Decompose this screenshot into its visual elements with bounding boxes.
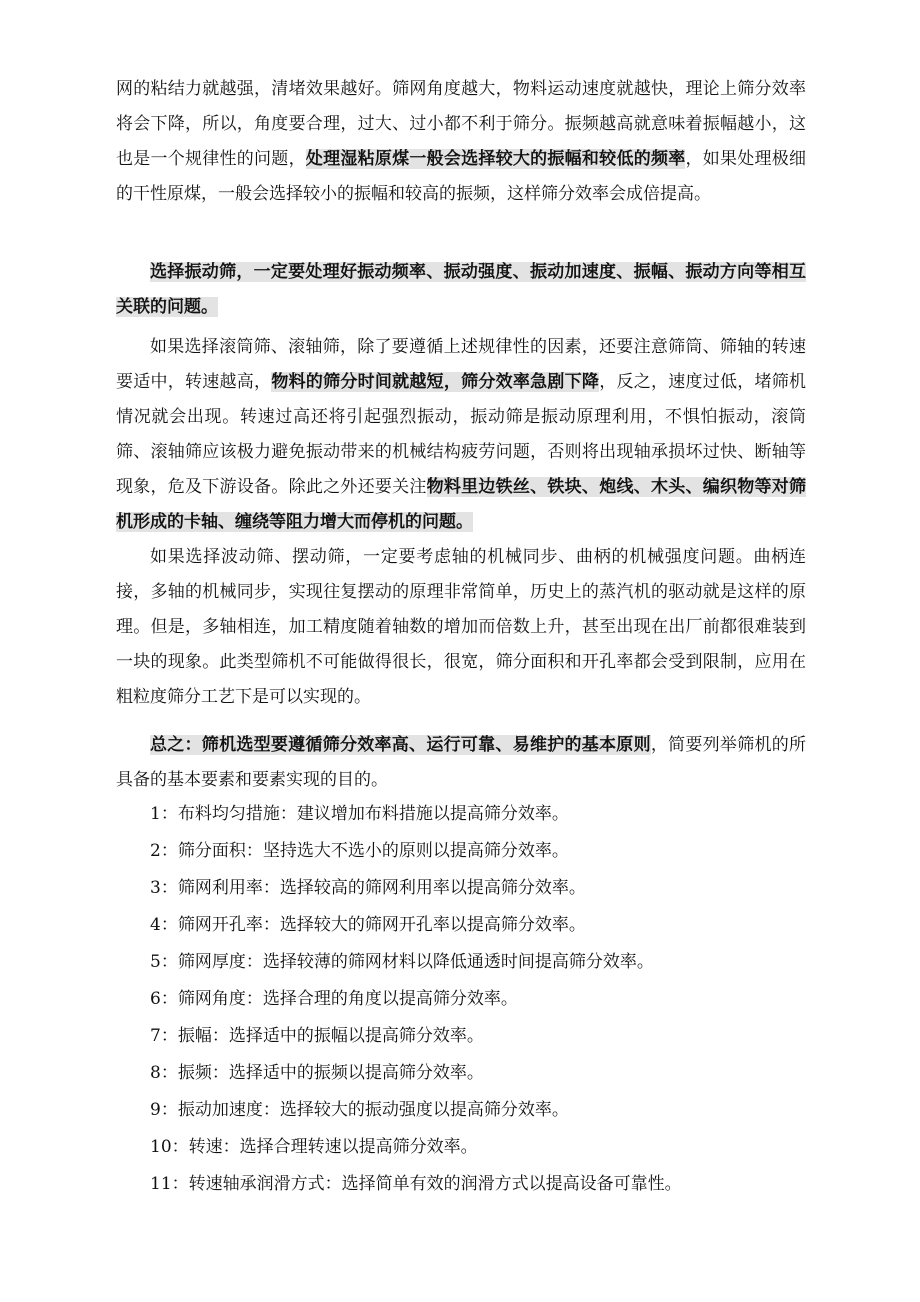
list-item: 1：布料均匀措施：建议增加布料措施以提高筛分效率。: [150, 804, 569, 824]
paragraph-vibrating-screen: [116, 255, 806, 325]
list-item: 2：筛分面积：坚持选大不选小的原则以提高筛分效率。: [150, 841, 569, 861]
list-item: 10：转速：选择合理转速以提高筛分效率。: [150, 1137, 478, 1157]
paragraph-text: ，如果处理极细的干性原煤，一般会选择较小的振幅和较高的振频，这样筛分效率会成倍提高。: [116, 149, 807, 204]
paragraph-text: ，反之，速度过低，堵筛机情况就会出现。转速过高还将引起强烈振动，振动筛是振动原理利用，不惧怕振动，滚筒筛、滚轴筛应该极力避免振动带来的机械结构疲劳问题，否则将出现轴承损坏过快、断轴等现象，危及下游设备。除此之外还要关注: [116, 372, 807, 497]
paragraph-screen-angle: [116, 72, 806, 212]
paragraph-drum-screen: [116, 330, 806, 540]
paragraph-summary: [116, 728, 806, 798]
list-item: 3：筛网利用率：选择较高的筛网利用率以提高筛分效率。: [150, 878, 586, 898]
paragraph-text: ，简要列举筛机的所具备的基本要素和要素实现的目的。: [116, 735, 807, 790]
paragraph-text: 网的粘结力就越强，清堵效果越好。筛网角度越大，物料运动速度就越快，理论上筛分效率将会下降，所以，角度要合理，过大、过小都不利于筛分。振频越高就意味着振幅越小，这也是一个规律性的问题，: [116, 79, 806, 169]
highlighted-text: 选择振动筛，一定要处理好振动频率、振动强度、振动加速度、振幅、振动方向等相互关联的问题。: [116, 262, 806, 317]
paragraph-text: 如果选择波动筛、摆动筛，一定要考虑轴的机械同步、曲柄的机械强度问题。曲柄连接，多轴的机械同步，实现往复摆动的原理非常简单，历史上的蒸汽机的驱动就是这样的原理。但是，多轴相连，加工精度随着轴数的增加而倍数上升，甚至出现在出厂前都很难装到一块的现象。此类型筛机不可能做得很长，很宽，筛分面积和开孔率都会受到限制，应用在粗粒度筛分工艺下是可以实现的。: [116, 547, 806, 707]
highlighted-text: 处理湿粘原煤一般会选择较大的振幅和较低的频率: [305, 149, 686, 169]
highlighted-text: 物料里边铁丝、铁块、炮线、木头、编织物等对筛机形成的卡轴、缠绕等阻力增大而停机的问题。: [116, 477, 807, 532]
highlighted-text: 物料的筛分时间就越短，筛分效率急剧下降: [271, 372, 600, 392]
paragraph-text: 如果选择滚筒筛、滚轴筛，除了要遵循上述规律性的因素，还要注意筛筒、筛轴的转速要适中，转速越高，: [116, 337, 806, 392]
list-item: 6：筛网角度：选择合理的角度以提高筛分效率。: [150, 989, 518, 1009]
list-item: 7：振幅：选择适中的振幅以提高筛分效率。: [150, 1026, 484, 1046]
list-item: 9：振动加速度：选择较大的振动强度以提高筛分效率。: [150, 1100, 569, 1120]
list-item: 5：筛网厚度：选择较薄的筛网材料以降低通透时间提高筛分效率。: [150, 952, 654, 972]
highlighted-text: 总之：筛机选型要遵循筛分效率高、运行可靠、易维护的基本原则: [150, 735, 651, 755]
paragraph-wave-screen: [116, 540, 806, 715]
list-item: 11：转速轴承润滑方式：选择简单有效的润滑方式以提高设备可靠性。: [150, 1174, 682, 1194]
list-item: 8：振频：选择适中的振频以提高筛分效率。: [150, 1063, 484, 1083]
list-item: 4：筛网开孔率：选择较大的筛网开孔率以提高筛分效率。: [150, 915, 586, 935]
